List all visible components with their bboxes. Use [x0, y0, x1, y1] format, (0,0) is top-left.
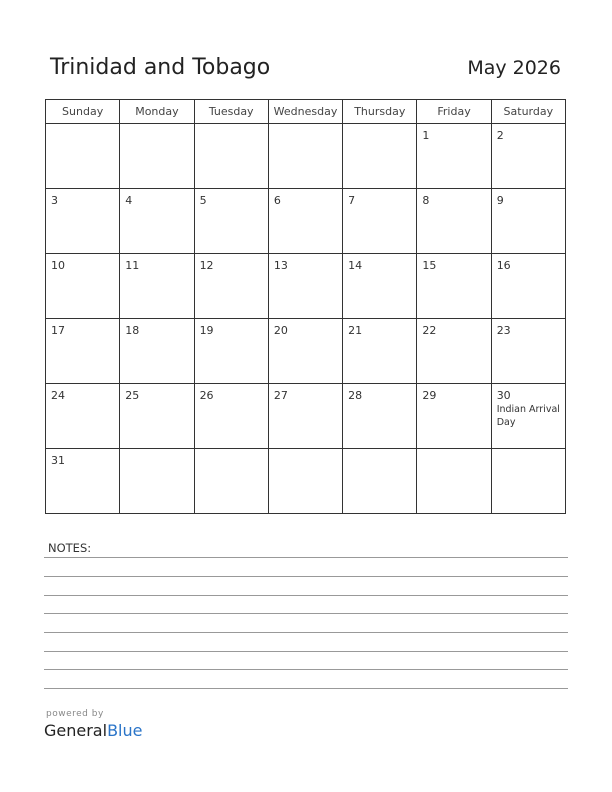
day-number: 6 — [273, 194, 281, 207]
day-cell — [491, 449, 565, 514]
day-cell — [120, 254, 194, 319]
day-number — [120, 449, 193, 455]
weekday-wednesday: Wednesday — [268, 100, 342, 124]
powered-by-text: powered by — [46, 709, 104, 719]
day-number: 11 — [125, 259, 140, 272]
day-cell — [417, 319, 491, 384]
day-number — [417, 449, 490, 455]
day-cell — [268, 384, 342, 449]
day-cell — [491, 384, 565, 449]
week-row — [46, 384, 566, 449]
day-number: 23 — [496, 324, 511, 337]
brand-general: General — [44, 721, 108, 740]
day-number: 18 — [125, 324, 140, 337]
day-number: 25 — [125, 389, 140, 402]
holiday-event: Indian Arrival Day — [496, 404, 560, 428]
day-cell — [46, 384, 120, 449]
day-number: 24 — [51, 389, 65, 402]
day-cell — [343, 449, 417, 514]
day-cell — [417, 124, 491, 189]
notes-line — [44, 613, 568, 614]
day-number: 17 — [51, 324, 65, 337]
day-number: 20 — [273, 324, 288, 337]
day-number: 15 — [422, 259, 437, 272]
day-number: 29 — [422, 389, 437, 402]
day-number: 4 — [125, 194, 133, 207]
week-row — [46, 254, 566, 319]
brand-blue: Blue — [107, 721, 143, 740]
day-cell — [120, 319, 194, 384]
notes-line — [44, 669, 568, 670]
day-cell — [46, 189, 120, 254]
day-number: 3 — [51, 194, 58, 207]
week-row — [46, 124, 566, 189]
day-number: 31 — [51, 454, 65, 467]
day-number — [269, 124, 342, 130]
weekday-thursday: Thursday — [343, 100, 417, 124]
day-cell — [343, 124, 417, 189]
day-cell — [417, 449, 491, 514]
day-cell — [120, 449, 194, 514]
day-number — [492, 449, 565, 455]
notes-line — [44, 688, 568, 689]
day-number: 7 — [348, 194, 356, 207]
day-cell — [46, 319, 120, 384]
day-number: 22 — [422, 324, 437, 337]
day-cell — [194, 189, 268, 254]
week-row — [46, 449, 566, 514]
day-cell — [343, 319, 417, 384]
weekday-header-row — [46, 100, 566, 124]
day-cell — [343, 384, 417, 449]
day-cell — [194, 124, 268, 189]
weekday-friday: Friday — [417, 100, 491, 124]
day-cell — [194, 254, 268, 319]
day-cell — [491, 319, 565, 384]
day-cell — [194, 384, 268, 449]
weekday-sunday: Sunday — [46, 100, 120, 124]
week-row — [46, 189, 566, 254]
day-number — [195, 449, 268, 455]
day-cell — [343, 254, 417, 319]
day-cell — [46, 254, 120, 319]
day-number: 1 — [422, 129, 430, 142]
day-cell — [268, 124, 342, 189]
day-cell — [46, 449, 120, 514]
day-number — [269, 449, 342, 455]
day-cell — [417, 384, 491, 449]
notes-line — [44, 632, 568, 633]
day-number: 19 — [199, 324, 214, 337]
day-number: 9 — [496, 194, 504, 207]
day-cell — [417, 254, 491, 319]
day-cell — [417, 189, 491, 254]
calendar-body — [46, 124, 566, 514]
day-number: 16 — [496, 259, 511, 272]
notes-line — [44, 651, 568, 652]
day-cell — [268, 189, 342, 254]
weekday-saturday: Saturday — [491, 100, 565, 124]
day-number: 10 — [51, 259, 65, 272]
day-cell — [120, 384, 194, 449]
day-number: 2 — [496, 129, 504, 142]
day-number — [46, 124, 119, 130]
calendar-month-title: May 2026 — [467, 57, 561, 79]
day-number — [343, 449, 416, 455]
day-cell — [268, 254, 342, 319]
day-cell — [268, 319, 342, 384]
day-number: 13 — [273, 259, 288, 272]
day-number — [343, 124, 416, 130]
notes-line — [44, 576, 568, 577]
day-cell — [491, 124, 565, 189]
notes-line — [44, 557, 568, 558]
day-number — [120, 124, 193, 130]
day-number: 21 — [348, 324, 363, 337]
day-number: 5 — [199, 194, 207, 207]
day-cell — [194, 449, 268, 514]
calendar-grid — [45, 99, 566, 514]
day-cell — [268, 449, 342, 514]
day-number: 26 — [199, 389, 214, 402]
day-cell — [120, 189, 194, 254]
notes-label: NOTES: — [48, 541, 92, 555]
day-number: 28 — [348, 389, 363, 402]
day-cell — [343, 189, 417, 254]
day-cell — [491, 189, 565, 254]
notes-line — [44, 595, 568, 596]
day-cell — [120, 124, 194, 189]
weekday-tuesday: Tuesday — [194, 100, 268, 124]
day-cell — [491, 254, 565, 319]
day-number: 27 — [273, 389, 288, 402]
day-number: 14 — [348, 259, 363, 272]
calendar-country-title: Trinidad and Tobago — [50, 55, 271, 80]
day-number: 12 — [199, 259, 214, 272]
day-cell — [46, 124, 120, 189]
day-number: 8 — [422, 194, 430, 207]
week-row — [46, 319, 566, 384]
day-number: 30 — [496, 389, 511, 402]
weekday-monday: Monday — [120, 100, 194, 124]
generalblue-logo — [44, 721, 142, 740]
day-number — [195, 124, 268, 130]
day-cell — [194, 319, 268, 384]
